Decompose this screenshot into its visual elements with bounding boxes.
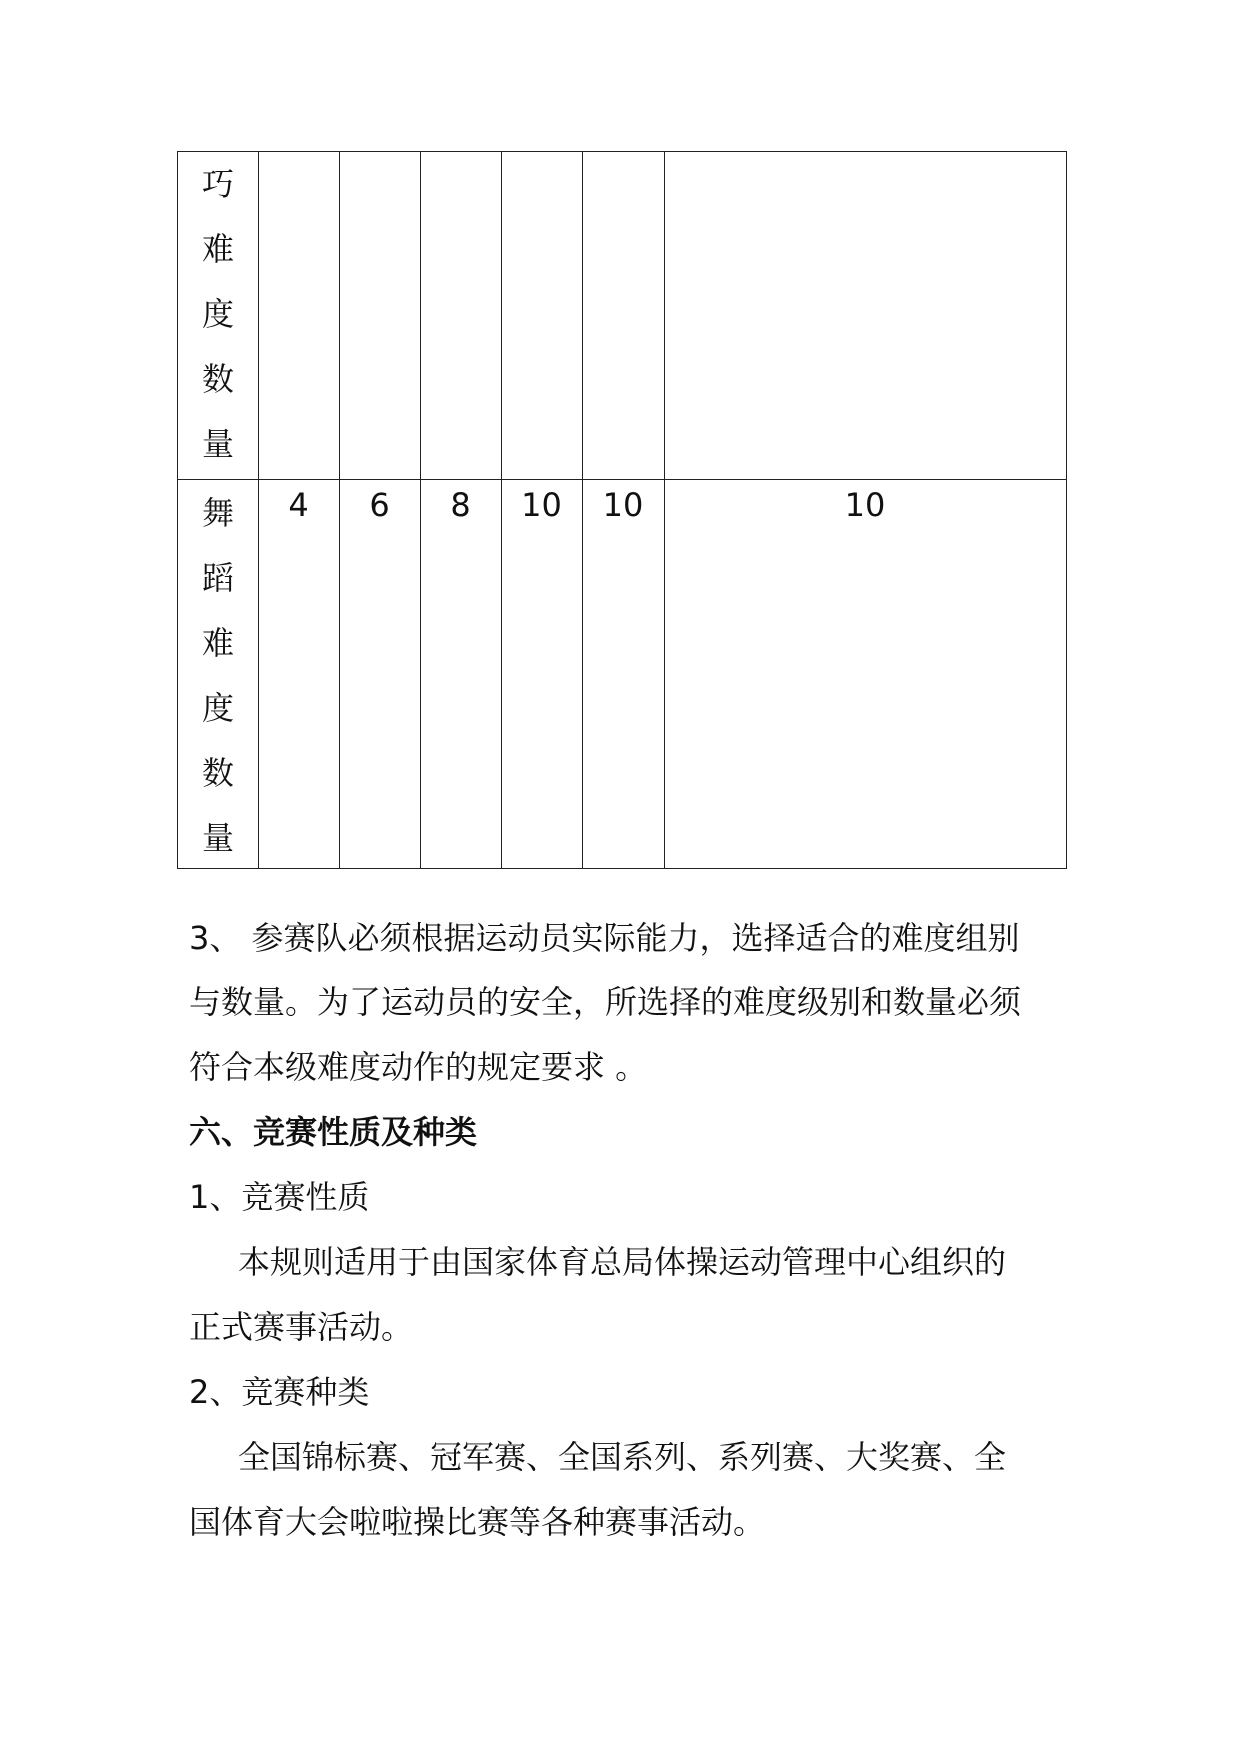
paragraph-line: 国体育大会啦啦操比赛等各种赛事活动。 [189,1503,766,1541]
table-row-label-skill-difficulty [178,152,258,477]
label-char: 数 [201,754,234,792]
label-char: 巧 [201,165,234,203]
label-char: 难 [201,230,234,268]
table-cell-value: 10 [602,486,644,524]
table-row-label-dance-difficulty [178,481,258,871]
subsection-title: 2、竞赛种类 [189,1373,370,1411]
difficulty-table [177,151,1067,869]
table-cell-value: 8 [450,486,471,524]
label-char: 量 [201,819,234,857]
section-heading: 六、竞赛性质及种类 [189,1113,478,1151]
label-char: 量 [201,425,234,463]
label-char: 数 [201,360,234,398]
paragraph-line: 全国锦标赛、冠军赛、全国系列、系列赛、大奖赛、全 [238,1438,1007,1476]
table-cell-value: 10 [521,486,562,524]
subsection-title: 1、竞赛性质 [189,1178,370,1216]
paragraph-line: 与数量。为了运动员的安全，所选择的难度级别和数量必须 [189,983,1022,1021]
label-char: 舞 [201,494,234,532]
label-char: 度 [201,689,234,727]
table-cell-value: 10 [844,486,886,524]
table-cell-value: 6 [369,486,390,524]
table-row-divider [178,479,1066,480]
label-char: 难 [201,624,234,662]
paragraph-line: 正式赛事活动。 [189,1308,414,1346]
paragraph-line: 3、 参赛队必须根据运动员实际能力，选择适合的难度组别 [189,919,1020,957]
label-char: 度 [201,295,234,333]
paragraph-line: 符合本级难度动作的规定要求 。 [189,1048,648,1086]
table-cell-value: 4 [288,486,309,524]
paragraph-line: 本规则适用于由国家体育总局体操运动管理中心组织的 [238,1243,1007,1281]
label-char: 蹈 [201,559,234,597]
